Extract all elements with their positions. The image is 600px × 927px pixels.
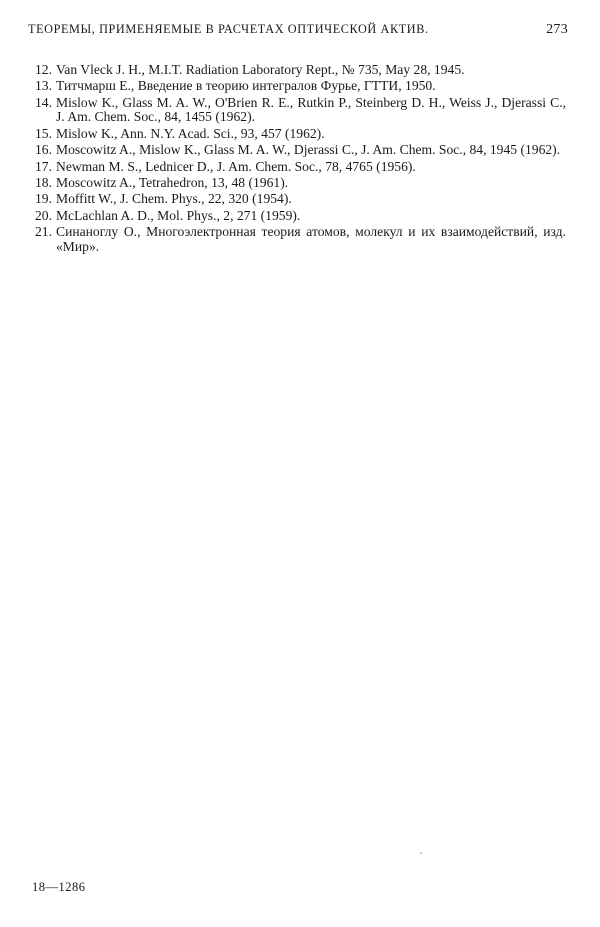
reference-item: [28, 176, 566, 191]
print-speck: [420, 852, 422, 854]
reference-number: 17.: [35, 158, 52, 174]
reference-item: [28, 79, 566, 94]
reference-text: McLachlan A. D., Mol. Phys., 2, 271 (1959).: [56, 207, 301, 223]
reference-text: Newman M. S., Lednicer D., J. Am. Chem. Soc., 78, 4765 (1956).: [56, 158, 416, 174]
reference-number: 19.: [35, 191, 52, 207]
signature-mark: 18—1286: [32, 880, 86, 894]
reference-number: 15.: [35, 125, 52, 141]
reference-number: 21.: [35, 224, 52, 240]
reference-number: 20.: [35, 207, 52, 223]
running-title: ТЕОРЕМЫ, ПРИМЕНЯЕМЫЕ В РАСЧЕТАХ ОПТИЧЕСКОЙ АКТИВ.: [28, 22, 429, 36]
reference-list: [28, 63, 566, 256]
reference-item: [28, 127, 566, 142]
reference-text: Van Vleck J. H., M.I.T. Radiation Laboratory Rept., № 735, May 28, 1945.: [56, 62, 465, 77]
reference-item: [28, 96, 566, 125]
reference-item: [28, 225, 566, 254]
reference-item: [28, 160, 566, 175]
reference-number: 16.: [35, 142, 52, 158]
reference-number: 12.: [35, 62, 52, 77]
reference-text: Moscowitz A., Mislow K., Glass M. A. W., Djerassi C., J. Am. Chem. Soc., 84, 1945 (1962).: [56, 142, 561, 158]
reference-text: Титчмарш Е., Введение в теорию интегралов Фурье, ГТТИ, 1950.: [56, 78, 436, 94]
reference-item: [28, 143, 566, 158]
page-number: 273: [546, 22, 568, 37]
running-head: [28, 22, 568, 44]
reference-text: Синаноглу О., Многоэлектронная теория атомов, молекул и их взаимодействий, изд. «Мир».: [56, 224, 566, 254]
reference-text: Moffitt W., J. Chem. Phys., 22, 320 (1954).: [56, 191, 292, 207]
reference-item: [28, 63, 566, 78]
reference-number: 14.: [35, 94, 52, 110]
reference-item: [28, 209, 566, 224]
reference-text: Mislow K., Ann. N.Y. Acad. Sci., 93, 457 (1962).: [56, 125, 325, 141]
reference-number: 18.: [35, 174, 52, 190]
reference-item: [28, 192, 566, 207]
reference-text: Mislow K., Glass M. A. W., O'Brien R. E., Rutkin P., Steinberg D. H., Weiss J., Djerassi C., J. Am. Chem. Soc., 84, 1455 (1962).: [56, 94, 566, 125]
reference-text: Moscowitz A., Tetrahedron, 13, 48 (1961).: [56, 174, 289, 190]
reference-number: 13.: [35, 78, 52, 94]
